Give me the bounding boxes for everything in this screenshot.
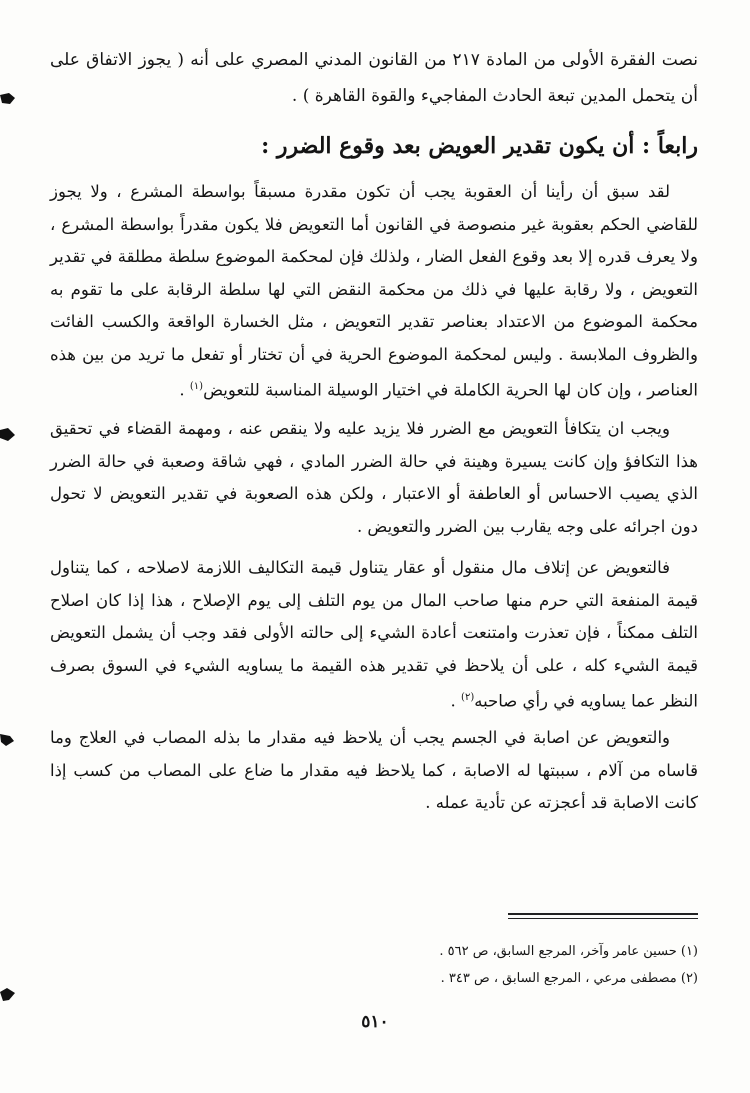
paragraph-4: [50, 552, 698, 718]
scan-edge-mark: [0, 92, 16, 106]
paragraph-4-text: فالتعويض عن إتلاف مال منقول أو عقار يتناول قيمة التكاليف اللازمة لاصلاحه ، كما يتناول قيمة المنفعة التي حرم منها صاحب المال من يوم التلف إلى يوم الإصلاح ، هذا إذا كان اصلاح التلف ممكناً ، فإن تعذرت وامتنعت أعادة الشيء إلى حالته الأولى فقد وجب أن يشمل التعويض قيمة الشيء كله ، على أن يلاحظ في تقدير هذه القيمة ما يساويه الشيء في السوق بصرف النظر عما يساويه في رأي صاحبه: [50, 558, 698, 711]
scan-edge-mark: [0, 428, 16, 442]
paragraph-3: ويجب ان يتكافأ التعويض مع الضرر فلا يزيد عليه ولا ينقص عنه ، ومهمة القضاء في تحقيق هذا التكافؤ وإن كانت يسيرة وهينة في حالة الضرر المادي ، فهي شاقة وصعبة في حالة الضرر الذي يصيب الاحساس أو العاطفة أو الاعتبار ، ولكن هذه الصعوبة في تقدير التعويض لا تحول دون اجرائه على وجه يقارب بين الضرر والتعويض .: [50, 419, 698, 536]
paragraph-2-end: .: [179, 380, 190, 400]
page-number: ٥١٠: [361, 1012, 389, 1032]
paragraph-4-end: .: [450, 691, 462, 711]
footnote-1: (١) حسين عامر وآخر، المرجع السابق، ص ٥٦٢ .: [439, 944, 698, 959]
footnote-2: (٢) مصطفى مرعي ، المرجع السابق ، ص ٣٤٣ .: [440, 971, 698, 986]
paragraph-5: والتعويض عن اصابة في الجسم يجب أن يلاحظ فيه مقدار ما بذله المصاب في العلاج وما قاساه من آلام ، سببتها له الاصابة ، كما يلاحظ فيه مقدار ما ضاع على المصاب من كسب إذا كانت الاصابة قد أعجزته عن تأدية عمله .: [50, 728, 698, 812]
footnote-divider: [508, 913, 698, 919]
scan-edge-mark: [0, 733, 16, 747]
footnote-ref-1: (١): [189, 381, 204, 392]
footnotes: [250, 938, 698, 992]
paragraph-1: نصت الفقرة الأولى من المادة ٢١٧ من القانون المدني المصري على أنه ( يجوز الاتفاق على أن يتحمل المدين تبعة الحادث المفاجيء والقوة القاهرة ) .: [50, 50, 698, 106]
scan-edge-mark: [0, 988, 16, 1002]
section-heading: رابعاً : أن يكون تقدير العويض بعد وقوع الضرر :: [261, 133, 698, 159]
footnote-ref-2: (٢): [461, 692, 475, 703]
paragraph-2: [50, 176, 698, 407]
paragraph-2-text: لقد سبق أن رأينا أن العقوبة يجب أن تكون مقدرة مسبقاً بواسطة المشرع ، ولا يجوز للقاضي الحكم بعقوبة غير منصوصة في القانون أما التعويض فلا يكون مقدراً بواسطة المشرع ، ولا يعرف قدره إلا بعد وقوع الفعل الضار ، ولذلك فإن لمحكمة الموضوع سلطة مطلقة في تقدير التعويض ، ولا رقابة عليها في ذلك من محكمة النقض التي لها سلطة الرقابة على ما تقوم به محكمة الموضوع من الاعتداد بعناصر تقدير التعويض ، مثل الخسارة الواقعة والكسب الفائت والظروف الملابسة . وليس لمحكمة الموضوع الحرية في أن تختار أو تفعل ما تريد من بين هذه العناصر ، وإن كان لها الحرية الكاملة في اختيار الوسيلة المناسبة للتعويض: [50, 182, 698, 400]
